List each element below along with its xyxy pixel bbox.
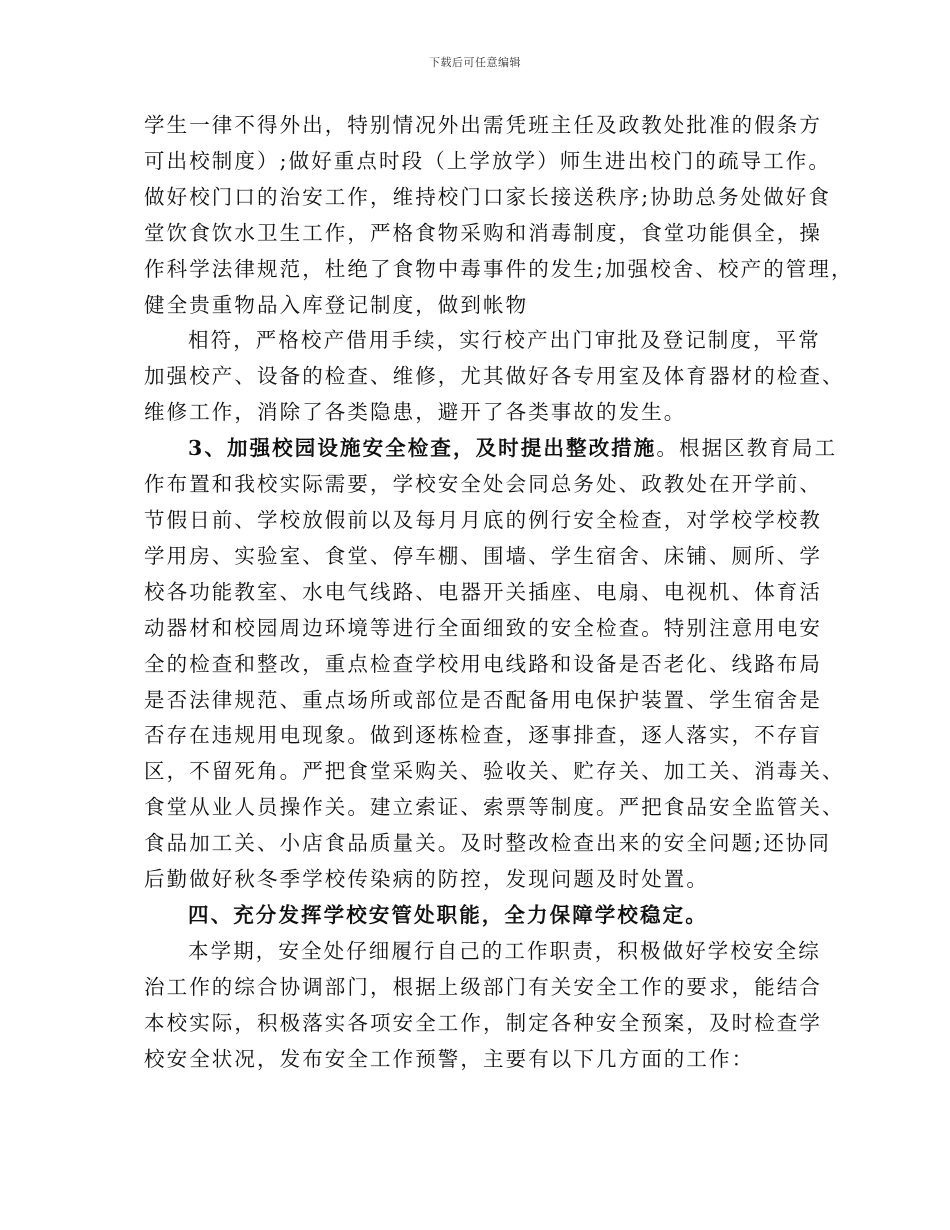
text-line-with-heading: [144, 431, 838, 467]
text-line: 相符，严格校产借用手续，实行校产出门审批及登记制度，平常: [188, 328, 821, 353]
text-line: 食品加工关、小店食品质量关。及时整改检查出来的安全问题;还协同: [144, 831, 832, 856]
text-line: 食堂从业人员操作关。建立索证、索票等制度。严把食品安全监管关、: [144, 795, 845, 820]
page-header: 下载后可任意编辑: [429, 56, 521, 69]
paragraph-5: [144, 934, 822, 1078]
paragraph-3: [144, 431, 845, 898]
document-body: [144, 108, 854, 1077]
text-line: 治工作的综合协调部门，根据上级部门有关安全工作的要求，能结合: [144, 974, 822, 999]
text-line: 堂饮食饮水卫生工作，严格食物采购和消毒制度，食堂功能俱全，操: [144, 220, 822, 245]
text-line: 否存在违规用电现象。做到逐栋检查，逐事排查，逐人落实，不存盲: [144, 723, 822, 748]
section-heading: 3、加强校园设施安全检查，及时提出整改措施: [188, 436, 657, 461]
text-line: 学用房、实验室、食堂、停车棚、围墙、学生宿舍、床铺、厕所、学: [144, 543, 822, 568]
text-line: 作布置和我校实际需要，学校安全处会同总务处、政教处在开学前、: [144, 472, 822, 497]
section-heading-4: [144, 898, 814, 934]
text-line: 区，不留死角。严把食堂采购关、验收关、贮存关、加工关、消毒关、: [144, 759, 845, 784]
text-line: 校各功能教室、水电气线路、电器开关插座、电扇、电视机、体育活: [144, 579, 822, 604]
text-line: 加强校产、设备的检查、维修，尤其做好各专用室及体育器材的检查、: [144, 364, 845, 389]
section-heading-line: 四、充分发挥学校安管处职能，全力保障学校稳定。: [188, 902, 708, 927]
text-line: 健全贵重物品入库登记制度，做到帐物: [144, 292, 529, 317]
paragraph-1: [144, 108, 854, 323]
text-line: 做好校门口的治安工作，维持校门口家长接送秩序;协助总务处做好食: [144, 184, 832, 209]
text-line: 维修工作，消除了各类隐患，避开了各类事故的发生。: [144, 400, 687, 425]
text-line: 动器材和校园周边环境等进行全面细致的安全检查。特别注意用电安: [144, 615, 822, 640]
text-line: 学生一律不得外出，特别情况外出需凭班主任及政教处批准的假条方: [144, 113, 822, 137]
text-line: 是否法律规范、重点场所或部位是否配备用电保护装置、学生宿舍是: [144, 687, 822, 712]
text-line: 作科学法律规范，杜绝了食物中毒事件的发生;加强校舍、校产的管理，: [144, 256, 854, 281]
text-line: 本学期，安全处仔细履行自己的工作职责，积极做好学校安全综: [188, 938, 821, 963]
paragraph-2: [144, 323, 845, 431]
text-line: 后勤做好秋冬季学校传染病的防控，发现问题及时处置。: [144, 867, 709, 892]
text-line: 可出校制度）;做好重点时段（上学放学）师生进出校门的疏导工作。: [144, 148, 832, 173]
text-line: 本校实际，积极落实各项安全工作，制定各种安全预案，及时检查学: [144, 1010, 822, 1035]
text-line: 节假日前、学校放假前以及每月月底的例行安全检查，对学校学校教: [144, 507, 822, 532]
text-line: 校安全状况，发布安全工作预警，主要有以下几方面的工作：: [144, 1046, 755, 1071]
text-line: 全的检查和整改，重点检查学校用电线路和设备是否老化、线路布局: [144, 651, 822, 676]
heading-continuation: 。根据区教育局工: [656, 436, 838, 461]
